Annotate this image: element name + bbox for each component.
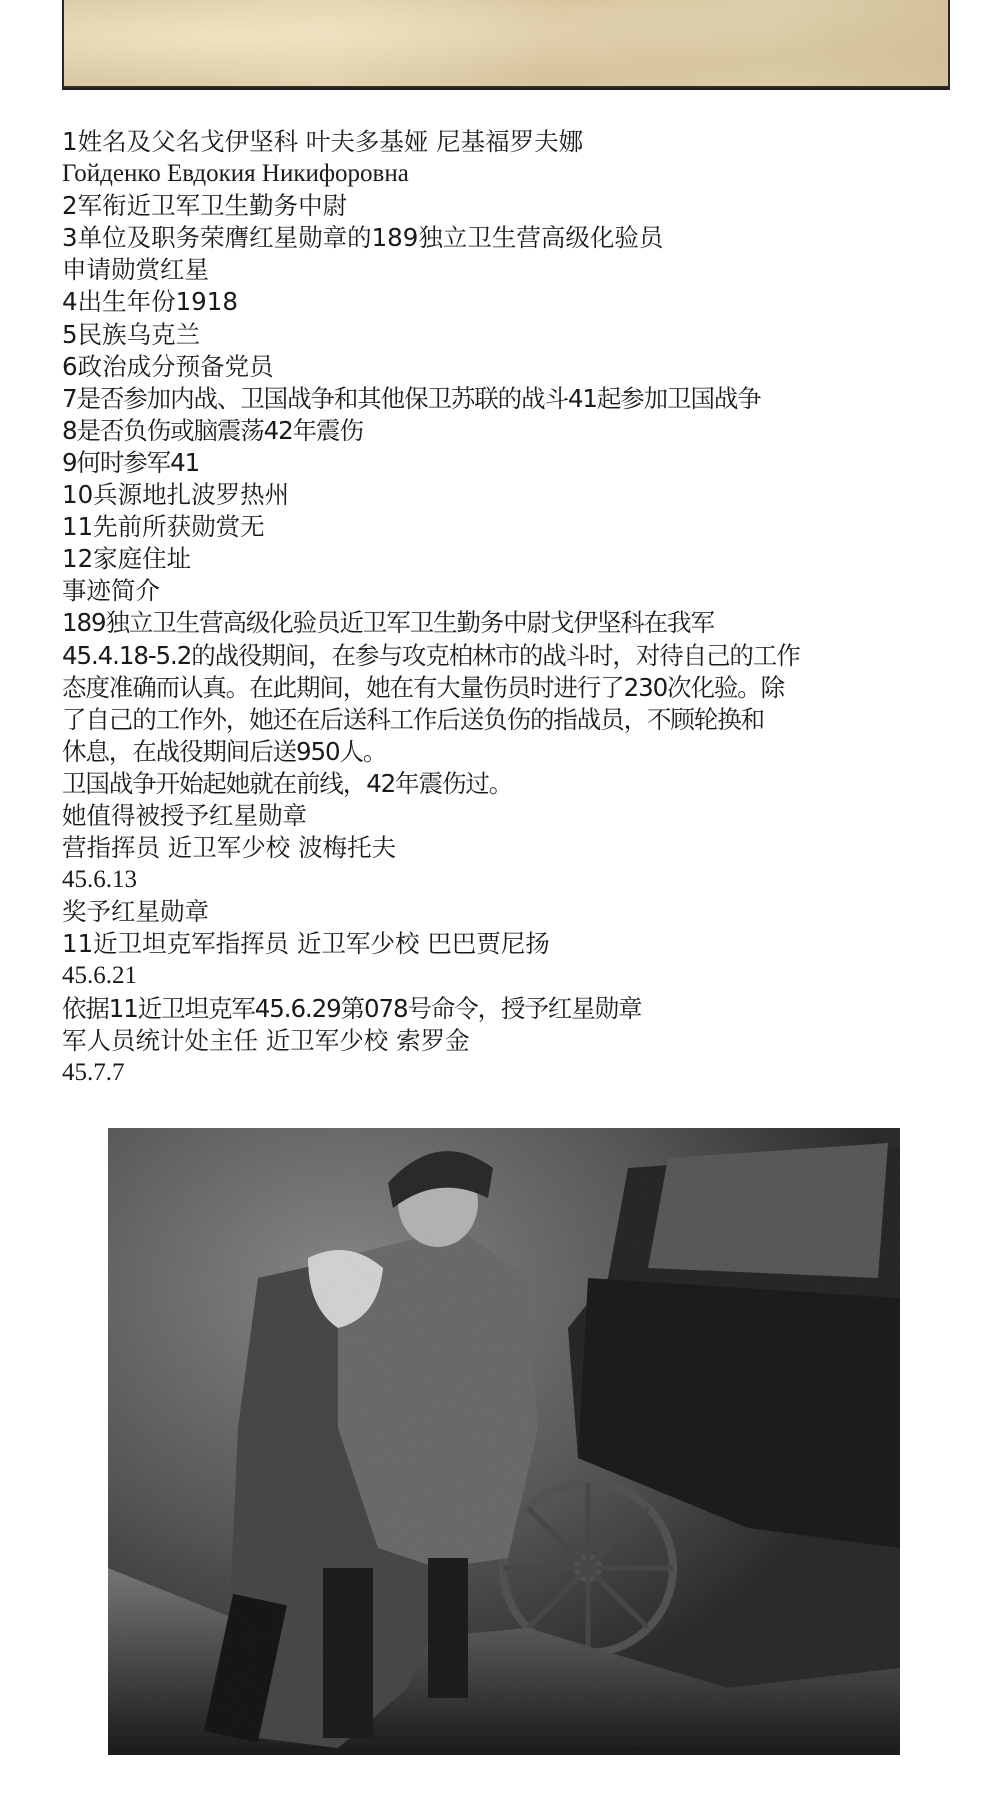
summary-paragraph-line: 态度准确而认真。在此期间，她在有大量伤员时进行了230次化验。除 [62, 672, 785, 702]
field-home-address: 12家庭住址 [62, 544, 192, 574]
document-scan-image [62, 0, 950, 90]
field-party-status: 6政治成分预备党员 [62, 351, 274, 381]
field-nationality: 5民族乌克兰 [62, 319, 201, 349]
recommendation: 她值得被授予红星勋章 [62, 800, 307, 830]
field-name: 1姓名及父名戈伊坚科 叶夫多基娅 尼基福罗夫娜 [62, 127, 584, 156]
field-enlistment: 9何时参军41 [62, 447, 200, 477]
field-name-russian: Гойденко Евдокия Никифоровна [62, 160, 409, 188]
translated-award-record [62, 126, 952, 1089]
summary-paragraph-line: 了自己的工作外，她还在后送科工作后送负伤的指战员，不顾轮换和 [62, 704, 764, 734]
field-war-participation: 7是否参加内战、卫国战争和其他保卫苏联的战斗41起参加卫国战争 [62, 383, 761, 413]
summary-paragraph-line: 45.4.18-5.2的战役期间，在参与攻克柏林市的战斗时，对待自己的工作 [62, 640, 800, 670]
summary-heading: 事迹简介 [62, 576, 160, 606]
award-request: 申请勋赏红星 [62, 255, 209, 285]
date-signature-1: 45.6.13 [62, 866, 137, 894]
decision-award: 奖予红星勋章 [62, 897, 209, 927]
field-origin: 10兵源地扎波罗热州 [62, 480, 290, 510]
summary-paragraph-line: 休息，在战役期间后送950人。 [62, 736, 387, 766]
field-rank: 2军衔近卫军卫生勤务中尉 [62, 191, 348, 221]
field-unit-position: 3单位及职务荣膺红星勋章的189独立卫生营高级化验员 [62, 223, 664, 253]
order-reference: 依据11近卫坦克军45.6.29第078号命令，授予红星勋章 [62, 993, 642, 1023]
wartime-photo [108, 1128, 900, 1755]
signature-battalion-commander: 营指挥员 近卫军少校 波梅托夫 [62, 833, 397, 863]
date-signature-3: 45.7.7 [62, 1058, 125, 1086]
field-birth-year: 4出生年份1918 [62, 287, 238, 317]
signature-records-chief: 军人员统计处主任 近卫军少校 索罗金 [62, 1025, 470, 1055]
summary-paragraph-line: 189独立卫生营高级化验员近卫军卫生勤务中尉戈伊坚科在我军 [62, 608, 714, 638]
date-signature-2: 45.6.21 [62, 962, 137, 990]
signature-corps-commander: 11近卫坦克军指挥员 近卫军少校 巴巴贾尼扬 [62, 929, 550, 959]
field-previous-awards: 11先前所获勋赏无 [62, 512, 265, 542]
field-wounds: 8是否负伤或脑震荡42年震伤 [62, 415, 363, 445]
summary-paragraph-line: 卫国战争开始起她就在前线，42年震伤过。 [62, 768, 513, 798]
